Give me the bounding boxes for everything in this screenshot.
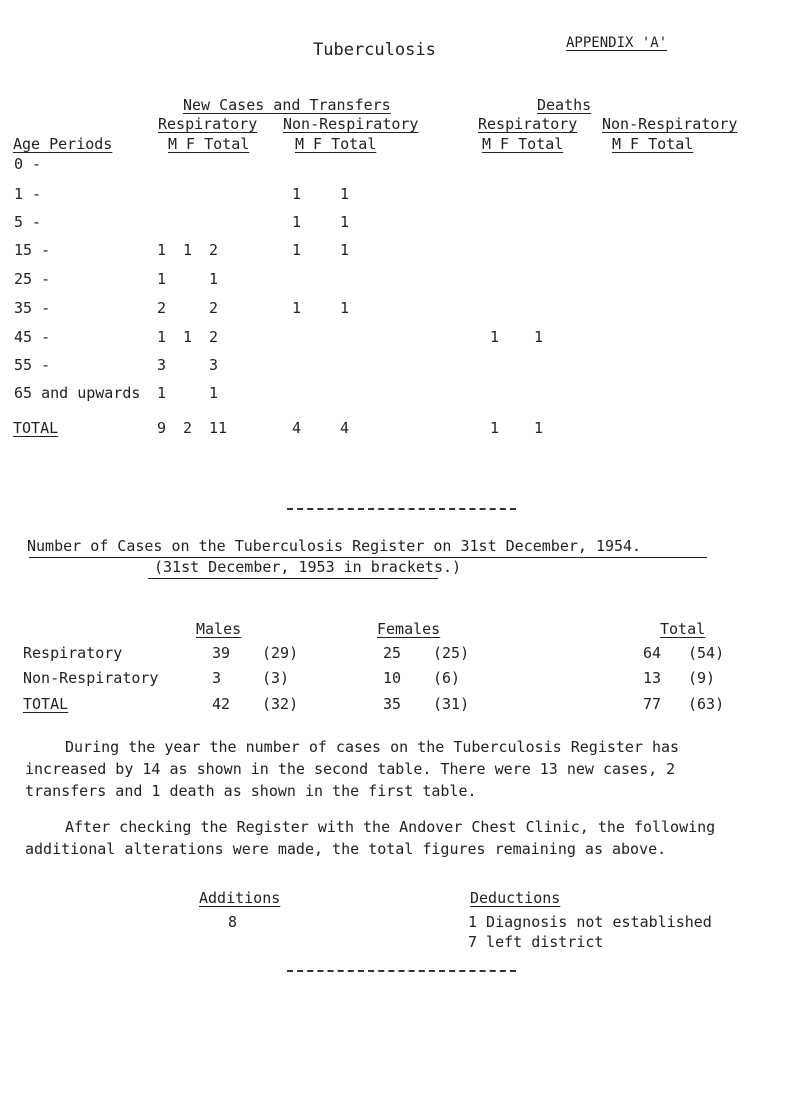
females-value: 10 (383, 669, 402, 687)
males-value: 39 (212, 644, 231, 662)
males-previous: (3) (262, 669, 290, 687)
males-previous: (32) (262, 695, 299, 713)
table-cell: 1 (209, 384, 219, 402)
subheader-nonrespiratory-deaths: Non-Respiratory (602, 115, 738, 133)
females-previous: (31) (433, 695, 470, 713)
subheader-nonrespiratory-new: Non-Respiratory (283, 115, 419, 133)
table-cell: 1 (292, 213, 302, 231)
total-row-label: TOTAL (23, 695, 69, 713)
table-cell: 1 (292, 299, 302, 317)
table-cell: 2 (209, 299, 219, 317)
appendix-label: APPENDIX 'A' (566, 35, 668, 51)
age-period-label: 5 - (14, 213, 42, 231)
total-previous: (63) (688, 695, 725, 713)
additions-value: 8 (228, 913, 238, 931)
register-subtitle: (31st December, 1953 in brackets.) (154, 558, 462, 576)
group-header-deaths: Deaths (537, 96, 592, 114)
total-previous: (54) (688, 644, 725, 662)
total-previous: (9) (688, 669, 716, 687)
mft-header-1: M F Total (168, 135, 250, 153)
register-subtitle-underline (148, 578, 438, 579)
age-period-label: 35 - (14, 299, 51, 317)
mft-header-3: M F Total (482, 135, 564, 153)
table-cell: 2 (209, 241, 219, 259)
paragraph-summary: During the year the number of cases on the Tuberculosis Register has increased by 14 as shown in the second table. There were 13 new cases, 2 transfers and 1 death as shown in the first table. (25, 738, 680, 800)
females-previous: (6) (433, 669, 461, 687)
females-value: 25 (383, 644, 402, 662)
table-cell: 1 (157, 270, 167, 288)
table-cell: 4 (340, 419, 350, 437)
col-header-females: Females (377, 620, 441, 638)
bottom-separator-line (287, 970, 516, 972)
table-cell: 1 (340, 241, 350, 259)
table-cell: 2 (157, 299, 167, 317)
total-value: 13 (643, 669, 662, 687)
table-cell: 1 (157, 384, 167, 402)
register-title: Number of Cases on the Tuberculosis Register on 31st December, 1954. (27, 537, 642, 555)
females-value: 35 (383, 695, 402, 713)
males-value: 42 (212, 695, 231, 713)
page-title: Tuberculosis (313, 40, 436, 60)
additions-label: Additions (199, 889, 281, 907)
row-label: Respiratory (23, 644, 123, 662)
table-cell: 1 (183, 328, 193, 346)
table-cell: 1 (183, 241, 193, 259)
age-periods-header: Age Periods (13, 135, 113, 153)
age-period-label: 25 - (14, 270, 51, 288)
table-cell: 1 (534, 419, 544, 437)
table-cell: 3 (157, 356, 167, 374)
table-cell: 1 (209, 270, 219, 288)
subheader-respiratory-deaths: Respiratory (478, 115, 578, 133)
age-period-label: 65 and upwards (14, 384, 141, 402)
table-cell: 1 (340, 299, 350, 317)
males-value: 3 (212, 669, 222, 687)
mft-header-4: M F Total (612, 135, 694, 153)
deductions-label: Deductions (470, 889, 561, 907)
group-header-new-cases: New Cases and Transfers (183, 96, 391, 114)
table-cell: 1 (157, 328, 167, 346)
table-cell: 1 (292, 241, 302, 259)
paragraph-alterations: After checking the Register with the Andover Chest Clinic, the following additional alterations were made, the total figures remaining as above. (25, 818, 716, 858)
females-previous: (25) (433, 644, 470, 662)
age-period-label: 45 - (14, 328, 51, 346)
table-cell: 1 (340, 185, 350, 203)
row-label: Non-Respiratory (23, 669, 159, 687)
mft-header-2: M F Total (295, 135, 377, 153)
separator-line (287, 508, 516, 510)
table-cell: 2 (183, 419, 193, 437)
total-value: 77 (643, 695, 662, 713)
table-cell: 2 (209, 328, 219, 346)
table-cell: 1 (340, 213, 350, 231)
table-cell: 1 (157, 241, 167, 259)
table-cell: 1 (292, 185, 302, 203)
col-header-males: Males (196, 620, 242, 638)
deduction-item-2: 7 left district (468, 933, 604, 951)
total-value: 64 (643, 644, 662, 662)
males-previous: (29) (262, 644, 299, 662)
deduction-item-1: 1 Diagnosis not established (468, 913, 712, 931)
age-period-label: 55 - (14, 356, 51, 374)
table-cell: 1 (490, 328, 500, 346)
col-header-total: Total (660, 620, 706, 638)
age-period-label: 15 - (14, 241, 51, 259)
age-period-label: 0 - (14, 155, 42, 173)
table-cell: 4 (292, 419, 302, 437)
total-row-label: TOTAL (13, 419, 59, 437)
table-cell: 1 (534, 328, 544, 346)
table-cell: 11 (209, 419, 228, 437)
table-cell: 3 (209, 356, 219, 374)
table-cell: 9 (157, 419, 167, 437)
subheader-respiratory-new: Respiratory (158, 115, 258, 133)
table-cell: 1 (490, 419, 500, 437)
age-period-label: 1 - (14, 185, 42, 203)
